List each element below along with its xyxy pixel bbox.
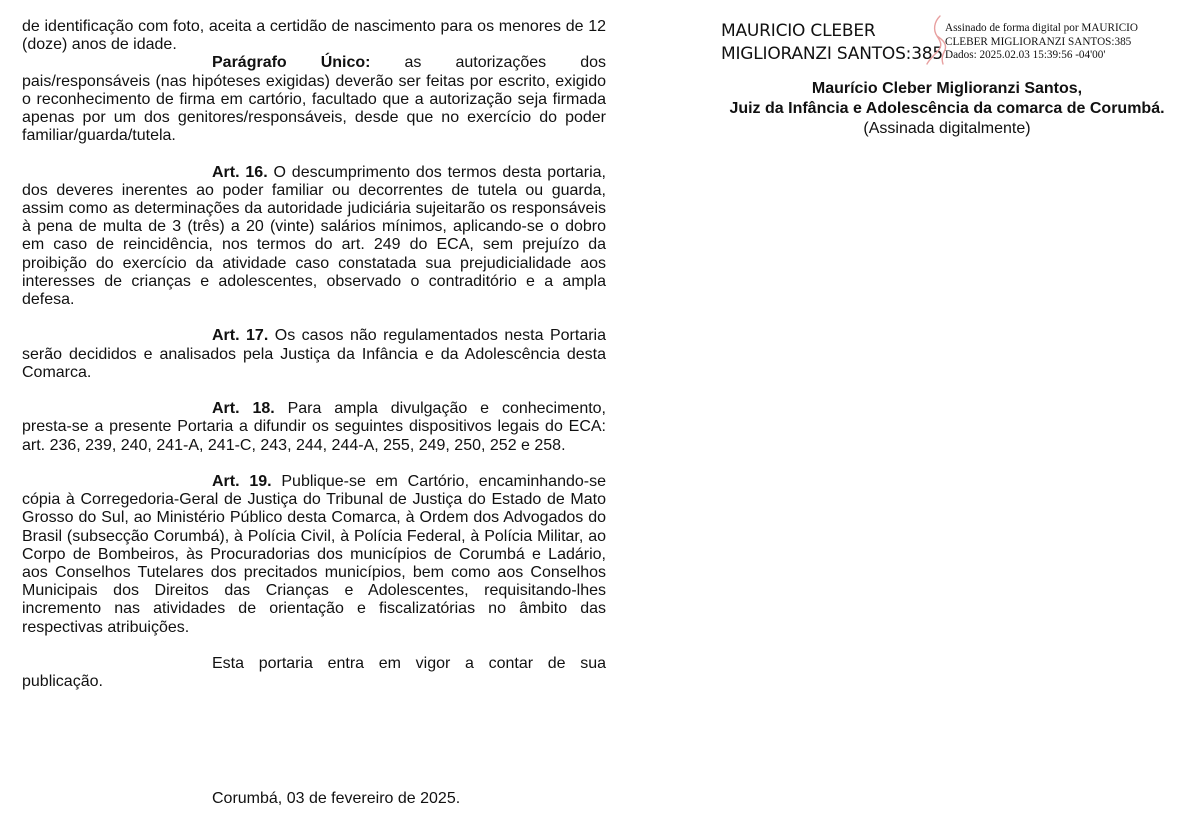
article-18-label: Art. 18. xyxy=(212,400,275,418)
judge-name-text: Maurício Cleber Miglioranzi Santos, xyxy=(811,80,1083,97)
article-17-text: Os casos não regulamentados nesta Portaria serão decididos e analisados pela Justiça da Infância e da Adolescência desta Comarca. xyxy=(22,327,606,381)
document-body xyxy=(22,18,606,710)
judge-note: (Assinada digitalmente) xyxy=(863,120,1031,137)
paragraph-intro-text: de identificação com foto, aceita a certidão de nascimento para os menores de 12 (doze) anos de idade. xyxy=(22,18,606,54)
article-16 xyxy=(22,164,606,310)
article-16-text: O descumprimento dos termos desta portaria, dos deveres inerentes ao poder familiar ou decorrentes de tutela ou guarda, assim como as determinações da autoridade judiciária sujeitarão os responsáveis à pena de multa de 3 (três) a 20 (vinte) salários mínimos, aplicando-se o dobro em caso de reincidência, nos termos do art. 249 do ECA, sem prejuízo da proibição do exercício da atividade caso constatada sua prejudicialidade aos interesses de crianças e adolescentes, observado o contraditório e a ampla defesa. xyxy=(22,163,607,309)
signature-stroke-path xyxy=(927,16,946,64)
paragraph-vigor xyxy=(22,655,606,691)
signature-name-line2: MIGLIORANZI SANTOS:385 xyxy=(721,44,944,64)
paragraph-intro xyxy=(22,18,606,54)
paragraph-unico-text: as autorizações dos pais/responsáveis (nas hipóteses exigidas) deverão ser feitas por escrito, exigido o reconhecimento de firma em cartório, facultado que a autorização seja firmada apenas por um dos genitores/responsáveis, desde que no exercício do poder familiar/guarda/tutela. xyxy=(22,54,606,145)
article-17-label: Art. 17. xyxy=(212,327,269,345)
paragraph-unico xyxy=(22,54,606,145)
article-16-label: Art. 16. xyxy=(212,163,268,181)
signature-info xyxy=(945,22,1138,63)
signature-info-line1: Assinado de forma digital por MAURICIO xyxy=(945,22,1138,34)
article-18 xyxy=(22,400,606,455)
judge-name xyxy=(718,79,1176,99)
article-17 xyxy=(22,327,606,382)
judge-title xyxy=(718,99,1176,119)
article-19-label: Art. 19. xyxy=(212,473,272,491)
article-18-text: Para ampla divulgação e conhecimento, presta-se a presente Portaria a difundir os seguintes dispositivos legais do ECA: art. 236, 239, 240, 241-A, 241-C, 243, 244, 244-A, 255, 249, 250, 252 e 258. xyxy=(22,400,607,454)
signature-name-line1: MAURICIO CLEBER xyxy=(721,21,876,41)
signature-info-line3: Dados: 2025.02.03 15:39:56 -04'00' xyxy=(945,49,1106,62)
article-19 xyxy=(22,473,606,637)
paragraph-vigor-text: Esta portaria entra em vigor a contar de sua publicação. xyxy=(22,655,606,691)
signature-info-line2: CLEBER MIGLIORANZI SANTOS:385 xyxy=(945,35,1132,48)
paragraph-unico-label: Parágrafo Único: xyxy=(212,54,371,72)
judge-title-text: Juiz da Infância e Adolescência da comarca de Corumbá. xyxy=(729,100,1165,117)
signature-name xyxy=(721,20,943,66)
judge-block xyxy=(718,79,1176,139)
article-19-text: Publique-se em Cartório, encaminhando-se cópia à Corregedoria-Geral de Justiça do Tribunal de Justiça do Estado de Mato Grosso do Sul, ao Ministério Público desta Comarca, à Ordem dos Advogados do Brasil (subsecção Corumbá), à Polícia Civil, à Polícia Federal, à Polícia Militar, ao Corpo de Bombeiros, às Procuradorias dos municípios de Corumbá e Ladário, aos Conselhos Tutelares dos precitados municípios, bem como aos Conselhos Municipais dos Direitos das Crianças e Adolescentes, requisitando-lhes incremento nas atividades de orientação e fiscalizatórias no âmbito das respectivas atribuições. xyxy=(22,473,606,636)
closing-date: Corumbá, 03 de fevereiro de 2025. xyxy=(212,790,461,807)
